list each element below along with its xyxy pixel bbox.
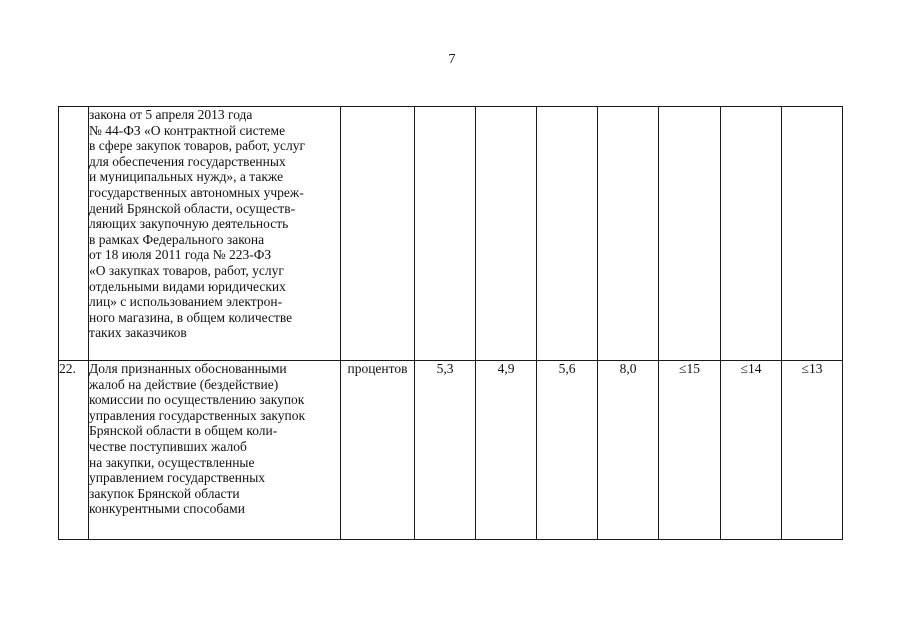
description-line: таких заказчиков	[89, 325, 187, 341]
description-line: ного магазина, в общем количестве	[89, 309, 293, 325]
description-line: комиссии по осуществлению закупок	[89, 392, 305, 408]
description-line: жалоб на действие (бездействие)	[89, 376, 279, 392]
value-cell	[537, 107, 598, 361]
indicator-description-cell	[89, 361, 341, 540]
description-line: от 18 июля 2011 года № 223-ФЗ	[89, 247, 272, 263]
value-cell: 5,3	[415, 361, 476, 540]
description-line: Брянской области в общем коли-	[89, 423, 278, 439]
value-cell: ≤13	[782, 361, 843, 540]
description-line: в сфере закупок товаров, работ, услуг	[89, 138, 305, 154]
value-cell	[476, 107, 537, 361]
description-line: государственных автономных учреж-	[89, 184, 304, 200]
indicator-description-cell	[89, 107, 341, 361]
value-cell	[598, 107, 659, 361]
value-cell: 5,6	[537, 361, 598, 540]
description-line: управлением государственных	[89, 470, 266, 486]
value-cell	[721, 107, 782, 361]
description-line: закона от 5 апреля 2013 года	[89, 107, 253, 122]
unit-cell: процентов	[341, 361, 415, 540]
value-cell	[415, 107, 476, 361]
value-cell: 4,9	[476, 361, 537, 540]
description-line: дений Брянской области, осуществ-	[89, 200, 296, 216]
row-number-cell	[59, 107, 89, 361]
description-line: Доля признанных обоснованными	[89, 361, 287, 376]
description-line: лиц» с использованием электрон-	[89, 294, 283, 310]
description-line: управления государственных закупок	[89, 407, 306, 423]
value-cell: ≤14	[721, 361, 782, 540]
value-cell	[659, 107, 721, 361]
description-line: на закупки, осуществленные	[89, 454, 255, 470]
value-cell: 8,0	[598, 361, 659, 540]
table-row	[59, 107, 843, 361]
unit-cell	[341, 107, 415, 361]
description-line: честве поступивших жалоб	[89, 438, 247, 454]
description-line: закупок Брянской области	[89, 485, 240, 501]
table-row	[59, 361, 843, 540]
description-line: № 44-ФЗ «О контрактной системе	[89, 122, 286, 138]
row-number-cell: 22.	[59, 361, 89, 540]
description-line: и муниципальных нужд», а также	[89, 169, 284, 185]
description-line: ляющих закупочную деятельность	[89, 216, 289, 232]
page-number: 7	[448, 52, 456, 67]
value-cell	[782, 107, 843, 361]
indicators-table	[58, 106, 843, 540]
description-line: конкурентными способами	[89, 501, 245, 517]
description-line: «О закупках товаров, работ, услуг	[89, 262, 284, 278]
value-cell: ≤15	[659, 361, 721, 540]
description-line: в рамках Федерального закона	[89, 231, 265, 247]
description-line: отдельными видами юридических	[89, 278, 286, 294]
description-line: для обеспечения государственных	[89, 153, 286, 169]
